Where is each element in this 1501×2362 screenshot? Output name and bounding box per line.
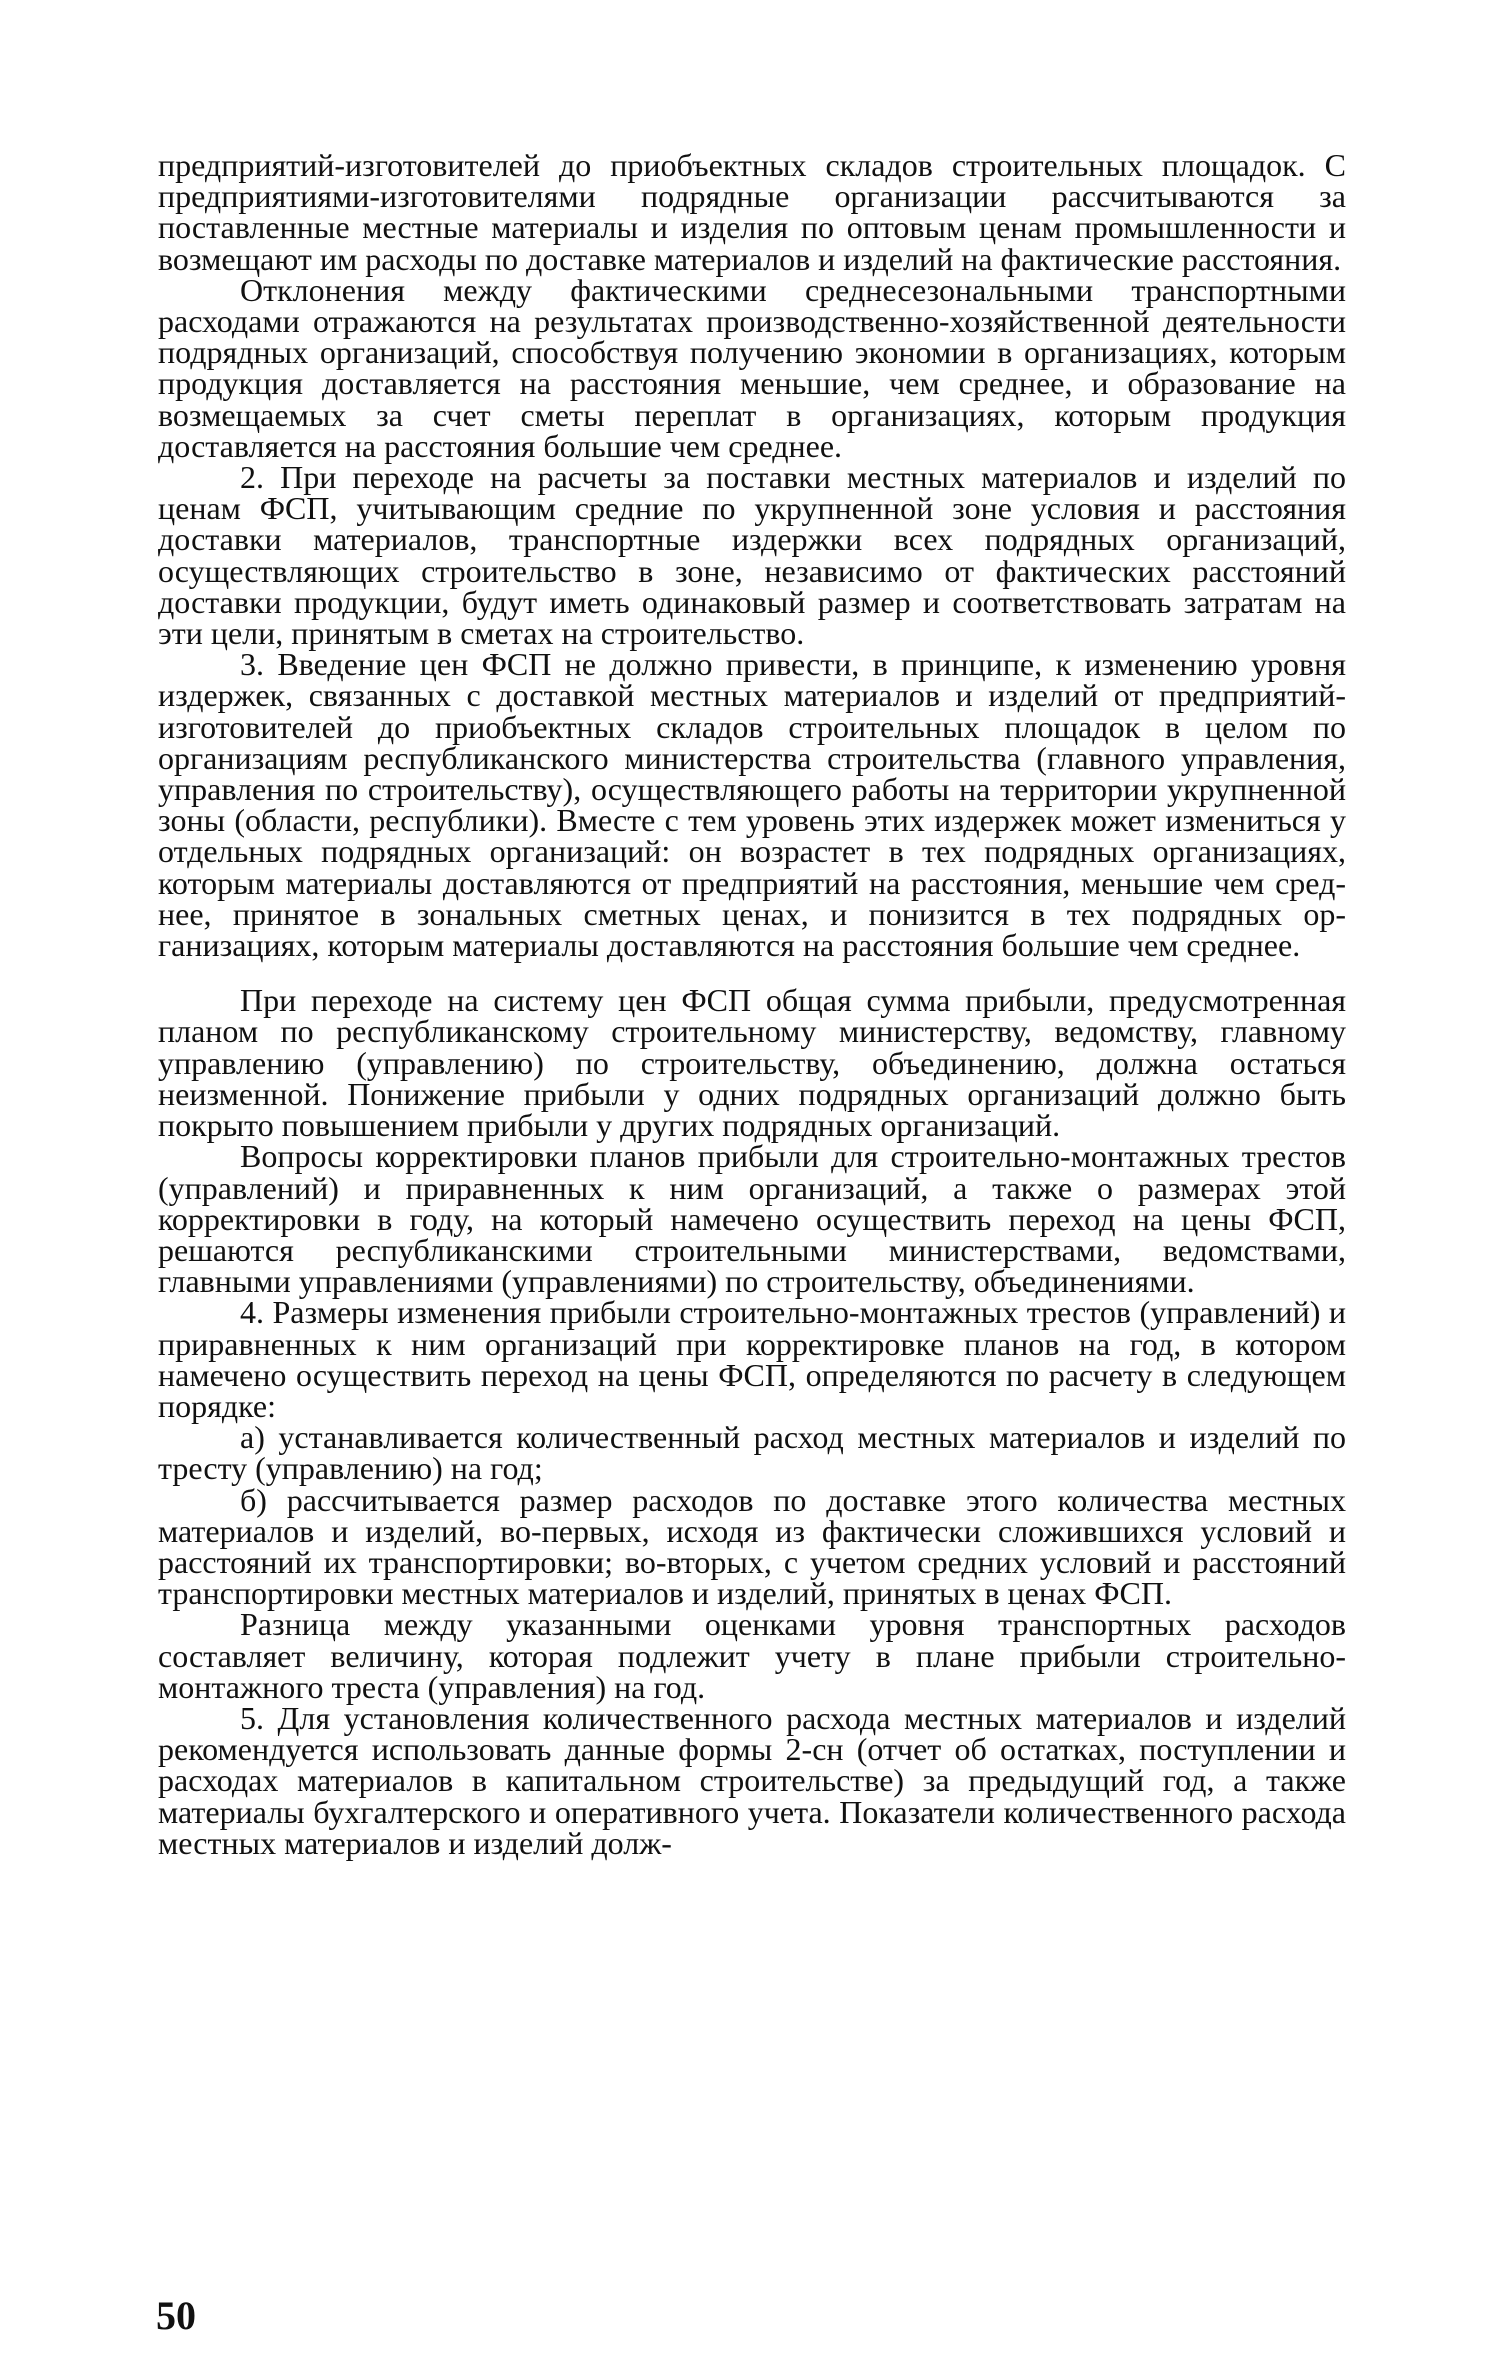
- paragraph-9: б) рассчитывается размер расходов по доставке этого количества местных материалов и изделий, во-первых, исходя из фактически сложившихся условий и расстояний их транспортировки; во-вторых, с учетом средних условий и расстояний транспортировки местных материалов и изделий, принятых в ценах ФСП.: [158, 1481, 1346, 1612]
- paragraph-3: 2. При переходе на расчеты за поставки местных материалов и изделий по ценам ФСП, учитывающим средние по укрупненной зоне условия и расстояния доставки материалов, транспортные издержки всех подрядных организаций, осуществляющих строительство в зоне, независимо от фактических расстояний доставки продукции, будут иметь одинаковый размер и соответствовать затратам на эти цели, принятым в сметах на строительство.: [158, 459, 1346, 652]
- paragraph-1: предприятий-изготовителей до приобъектных складов строительных площадок. С предприятиями-изготовителями подрядные организации рассчитываются за поставленные местные материалы и изделия по оптовым ценам промышленности и возмещают им расходы по доставке материалов и изделий на фактические расстояния.: [158, 147, 1346, 277]
- paragraph-6: Вопросы корректировки планов прибыли для строительно-монтажных трестов (управлений) и приравненных к ним организаций, а также о размерах этой корректировки в году, на который намечено осуществить переход на цены ФСП, решаются республиканскими строительными министерствами, ведомствами, главными управлениями (управлениями) по строительству, объединениями.: [158, 1138, 1346, 1300]
- paragraph-7: 4. Размеры изменения прибыли строительно-монтажных трестов (управлений) и приравненных к ним организаций при корректировке планов на год, в котором намечено осуществить переход на цены ФСП, определяются по расчету в следующем порядке:: [158, 1294, 1346, 1424]
- paragraph-10: Разница между указанными оценками уровня транспортных расходов составляет величину, которая подлежит учету в плане прибыли строительно-монтажного треста (управления) на год.: [158, 1606, 1346, 1705]
- paragraph-2: Отклонения между фактическими среднесезональными транспортными расходами отражаются на результатах производственно-хозяйственной деятельности подрядных организаций, способствуя получению экономии в организациях, которым продукция доставляется на расстояния меньшие, чем среднее, и образование на возмещаемых за счет сметы переплат в организациях, которым продукция доставляется на расстояния большие чем среднее.: [158, 271, 1346, 464]
- paragraph-8: а) устанавливается количественный расход местных материалов и изделий по тресту (управлению) на год;: [158, 1419, 1346, 1487]
- page-body: [158, 147, 1346, 1861]
- paragraph-5: При переходе на систему цен ФСП общая сумма прибыли, предусмотренная планом по республиканскому строительному министерству, ведомству, главному управлению (управлению) по строительству, объединению, должна остаться неизменной. Понижение прибыли у одних подрядных организаций должно быть покрыто повышением прибыли у других подрядных организаций.: [158, 982, 1346, 1144]
- paragraph-4: 3. Введение цен ФСП не должно привести, в принципе, к изменению уровня издержек, связанных с доставкой местных материалов и изделий от предприятий-изготовителей до приобъектных складов строительных площадок в целом по организациям республиканского министерства строительства (главного управления, управления по строительству), осуществляющего работы на территории укрупненной зоны (области, республики). Вместе с тем уровень этих издержек может измениться у отдельных подрядных организаций: он возрастет в тех подрядных организациях, которым материалы доставляются от предприятий на расстояния, меньшие чем среднее, принятое в зональных сметных ценах, и понизится в тех подрядных организациях, которым материалы доставляются на расстояния большие чем среднее.: [158, 646, 1346, 964]
- page-number: 50: [156, 2293, 196, 2338]
- paragraph-11: 5. Для установления количественного расхода местных материалов и изделий рекомендуется использовать данные формы 2-сн (отчет об остатках, поступлении и расходах материалов в капитальном строительстве) за предыдущий год, а также материалы бухгалтерского и оперативного учета. Показатели количественного расхода местных материалов и изделий долж-: [158, 1699, 1346, 1861]
